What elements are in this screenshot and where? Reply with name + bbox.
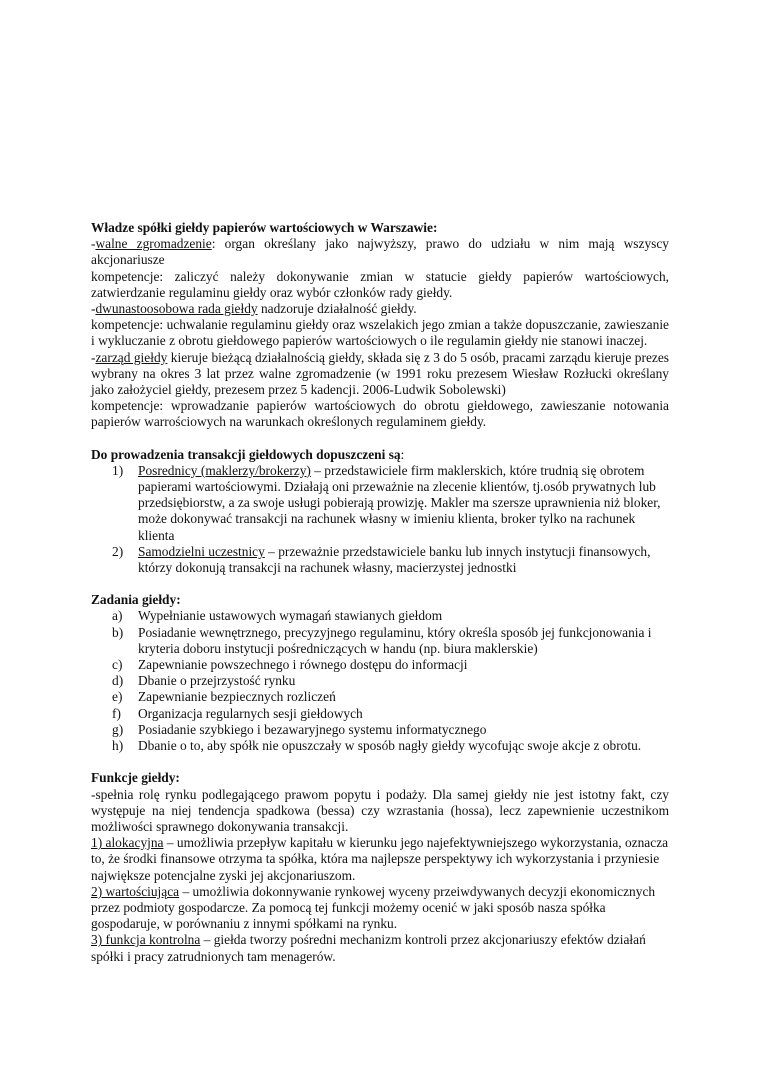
section-heading-participants: Do prowadzenia transakcji giełdowych dopuszczeni są: xyxy=(91,446,405,462)
paragraph-competencies-1: kompetencje: zaliczyć należy dokonywanie zmian w statucie giełdy papierów wartościowych, zatwierdzanie regulaminu giełdy oraz wybór członków rady giełdy. xyxy=(91,268,669,300)
term-council: dwunastoosobowa rada giełdy xyxy=(95,301,258,317)
section-heading-tasks: Zadania giełdy: xyxy=(91,592,181,608)
paragraph-competencies-2: kompetencje: uchwalanie regulaminu giełdy oraz wszelakich jego zmian a także dopuszczanie, zawieszanie i wykluczanie z obrotu giełdowego papierów wartościowych o ile regulamin giełdy nie stanowi inaczej. xyxy=(91,317,669,349)
list-item: e) Zapewnianie bezpiecznych rozliczeń xyxy=(112,689,336,705)
paragraph-function-control: 3) funkcja kontrolna – giełda tworzy pośredni mechanizm kontroli przez akcjonariuszy efektów działań spółki i pracy zatrudnionych tam menagerów. xyxy=(91,932,646,964)
paragraph-council: -dwunastoosobowa rada giełdy nadzoruje działalność giełdy. xyxy=(91,301,417,317)
list-item: h) Dbanie o to, aby spółk nie opuszczały w sposób nagły giełdy wycofując swoje akcje z obrotu. xyxy=(112,738,642,754)
participants-list xyxy=(91,463,669,576)
section-heading-authorities: Władze spółki giełdy papierów wartościowych w Warszawie: xyxy=(91,220,438,235)
list-item: 1) Posrednicy (maklerzy/brokerzy) – przedstawiciele firm maklerskich, które trudnią się obrotem papierami wartościowymi. Działają oni przeważnie na zlecenie klientów, tj.osób prywatnych lub przedsiębiorstw, a za swoje usługi pobierają prowizję. Makler ma szersze uprawnienia niż bloker, może dokonywać transakcji na rachunek własny w imieniu klienta, broker tylko na rachunek klienta xyxy=(112,462,661,543)
paragraph-board: -zarząd giełdy kieruje bieżącą działalnością giełdy, składa się z 3 do 5 osób, pracami zarządu kieruje prezes wybrany na okres 3 lat przez walne zgromadzenie (w 1991 roku prezesem Wiesław Rozłucki określany jako założyciel giełdy, prezesem przez 5 kadencji. 2006-Ludwik Sobolewski) xyxy=(91,349,669,398)
tasks-list xyxy=(91,608,669,754)
term-valuation: 2) wartościująca xyxy=(91,883,180,899)
paragraph-function-allocation: 1) alokacyjna – umożliwia przepływ kapitału w kierunku jego najefektywniejszego wykorzystania, oznacza to, że środki finansowe otrzyma ta spółka, która ma najlepsze perspektywy ich wykorzystania i przyniesie największe potencjalne zyski jej akcjonariuszom. xyxy=(91,835,669,883)
list-item: f) Organizacja regularnych sesji giełdowych xyxy=(112,705,363,721)
list-item: b) Posiadanie wewnętrznego, precyzyjnego regulaminu, który określa sposób jej funkcjonowania i kryteria doboru instytucji pośredniczących w handu (np. biura maklerskie) xyxy=(112,624,652,656)
list-item: 2) Samodzielni uczestnicy – przeważnie przedstawiciele banku lub innych instytucji finansowych, którzy dokonują transakcji na rachunek własny, macierzystej jednostki xyxy=(112,543,651,576)
paragraph-functions-intro: -spełnia rolę rynku podlegającego prawom popytu i podaży. Dla samej giełdy nie jest istotny fakt, czy występuje na niej tendencja spadkowa (bessa) czy wzrastania (hossa), lecz zapewnienie uczestnikom możliwości sprawnego dokonywania transakcji. xyxy=(91,786,669,834)
document-page xyxy=(91,220,669,965)
paragraph-competencies-3: kompetencje: wprowadzanie papierów wartościowych do obrotu giełdowego, zawieszanie notowania papierów warrościowych na warunkach określonych regulaminem giełdy. xyxy=(91,398,669,430)
list-item: c) Zapewnianie powszechnego i równego dostępu do informacji xyxy=(112,657,468,673)
term-allocation: 1) alokacyjna xyxy=(91,835,164,851)
list-item: d) Dbanie o przejrzystość rynku xyxy=(112,673,296,689)
list-item: g) Posiadanie szybkiego i bezawaryjnego systemu informatycznego xyxy=(112,721,487,737)
list-item: a) Wypełnianie ustawowych wymagań stawianych giełdom xyxy=(112,608,443,624)
term-control: 3) funkcja kontrolna xyxy=(91,932,201,948)
term-board: zarząd giełdy xyxy=(95,349,168,365)
section-heading-functions: Funkcje giełdy: xyxy=(91,770,180,786)
paragraph-function-valuation: 2) wartościująca – umożliwia dokonnywanie rynkowej wyceny przeiwdywanych decyzji ekonomicznych przez podmioty gospodarcze. Za pomocą tej funkcji możemy ocenić w jaki sposób nasza spółka gospodaruje, w porównaniu z innymi spółkami na rynku. xyxy=(91,883,656,932)
term-general-meeting: walne zgromadzenie xyxy=(95,236,212,252)
paragraph-general-meeting: -walne zgromadzenie: organ określany jako najwyższy, prawo do udziału w nim mają wszyscy akcjonariusze xyxy=(91,236,670,268)
